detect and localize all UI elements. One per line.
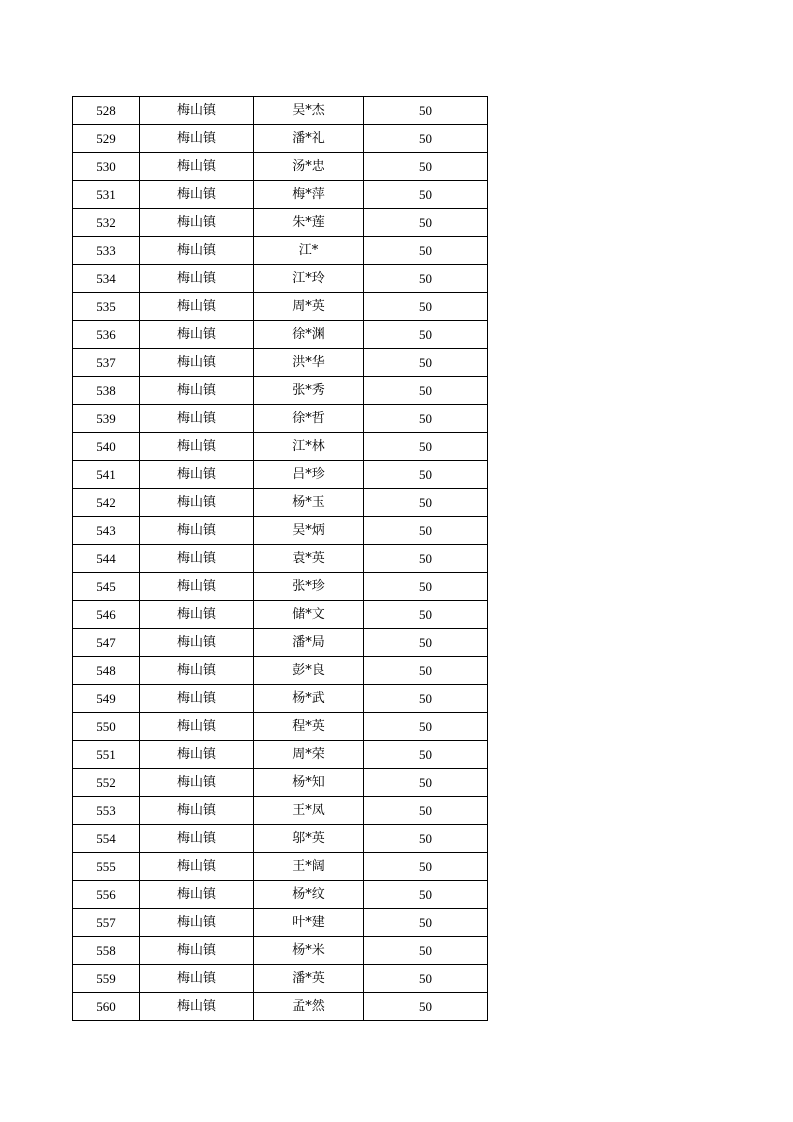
town-cell: 梅山镇 <box>140 377 254 405</box>
amount-cell: 50 <box>364 293 488 321</box>
town-cell: 梅山镇 <box>140 853 254 881</box>
row-number-cell: 544 <box>73 545 140 573</box>
row-number-cell: 530 <box>73 153 140 181</box>
town-cell: 梅山镇 <box>140 825 254 853</box>
row-number-cell: 538 <box>73 377 140 405</box>
row-number-cell: 557 <box>73 909 140 937</box>
table-row <box>73 405 488 433</box>
row-number-cell: 540 <box>73 433 140 461</box>
table-row <box>73 629 488 657</box>
amount-cell: 50 <box>364 489 488 517</box>
table-row <box>73 825 488 853</box>
town-cell: 梅山镇 <box>140 405 254 433</box>
table-row <box>73 209 488 237</box>
town-cell: 梅山镇 <box>140 153 254 181</box>
town-cell: 梅山镇 <box>140 489 254 517</box>
person-name-cell: 徐*渊 <box>254 321 364 349</box>
town-cell: 梅山镇 <box>140 97 254 125</box>
amount-cell: 50 <box>364 517 488 545</box>
amount-cell: 50 <box>364 349 488 377</box>
town-cell: 梅山镇 <box>140 713 254 741</box>
roster-table <box>72 96 488 1021</box>
person-name-cell: 周*英 <box>254 293 364 321</box>
table-row <box>73 517 488 545</box>
row-number-cell: 556 <box>73 881 140 909</box>
amount-cell: 50 <box>364 741 488 769</box>
person-name-cell: 江* <box>254 237 364 265</box>
row-number-cell: 537 <box>73 349 140 377</box>
amount-cell: 50 <box>364 937 488 965</box>
person-name-cell: 吴*杰 <box>254 97 364 125</box>
town-cell: 梅山镇 <box>140 125 254 153</box>
person-name-cell: 杨*纹 <box>254 881 364 909</box>
person-name-cell: 杨*玉 <box>254 489 364 517</box>
table-row <box>73 965 488 993</box>
town-cell: 梅山镇 <box>140 965 254 993</box>
person-name-cell: 杨*米 <box>254 937 364 965</box>
table-row <box>73 713 488 741</box>
amount-cell: 50 <box>364 265 488 293</box>
amount-cell: 50 <box>364 853 488 881</box>
table-row <box>73 937 488 965</box>
town-cell: 梅山镇 <box>140 769 254 797</box>
table-row <box>73 265 488 293</box>
person-name-cell: 江*玲 <box>254 265 364 293</box>
row-number-cell: 548 <box>73 657 140 685</box>
town-cell: 梅山镇 <box>140 993 254 1021</box>
town-cell: 梅山镇 <box>140 461 254 489</box>
table-row <box>73 685 488 713</box>
row-number-cell: 541 <box>73 461 140 489</box>
town-cell: 梅山镇 <box>140 181 254 209</box>
row-number-cell: 558 <box>73 937 140 965</box>
table-row <box>73 461 488 489</box>
row-number-cell: 535 <box>73 293 140 321</box>
table-row <box>73 545 488 573</box>
town-cell: 梅山镇 <box>140 741 254 769</box>
town-cell: 梅山镇 <box>140 881 254 909</box>
person-name-cell: 潘*局 <box>254 629 364 657</box>
person-name-cell: 吴*炳 <box>254 517 364 545</box>
table-row <box>73 125 488 153</box>
amount-cell: 50 <box>364 629 488 657</box>
amount-cell: 50 <box>364 657 488 685</box>
person-name-cell: 王*阔 <box>254 853 364 881</box>
town-cell: 梅山镇 <box>140 629 254 657</box>
row-number-cell: 549 <box>73 685 140 713</box>
person-name-cell: 洪*华 <box>254 349 364 377</box>
person-name-cell: 孟*然 <box>254 993 364 1021</box>
amount-cell: 50 <box>364 965 488 993</box>
town-cell: 梅山镇 <box>140 601 254 629</box>
amount-cell: 50 <box>364 153 488 181</box>
row-number-cell: 550 <box>73 713 140 741</box>
amount-cell: 50 <box>364 377 488 405</box>
row-number-cell: 539 <box>73 405 140 433</box>
town-cell: 梅山镇 <box>140 909 254 937</box>
amount-cell: 50 <box>364 993 488 1021</box>
table-row <box>73 909 488 937</box>
row-number-cell: 534 <box>73 265 140 293</box>
table-row <box>73 237 488 265</box>
table-row <box>73 853 488 881</box>
town-cell: 梅山镇 <box>140 433 254 461</box>
table-row <box>73 769 488 797</box>
person-name-cell: 汤*忠 <box>254 153 364 181</box>
row-number-cell: 528 <box>73 97 140 125</box>
roster-table-body <box>73 97 488 1021</box>
row-number-cell: 554 <box>73 825 140 853</box>
town-cell: 梅山镇 <box>140 685 254 713</box>
table-row <box>73 993 488 1021</box>
table-row <box>73 601 488 629</box>
person-name-cell: 储*文 <box>254 601 364 629</box>
person-name-cell: 梅*萍 <box>254 181 364 209</box>
amount-cell: 50 <box>364 573 488 601</box>
town-cell: 梅山镇 <box>140 209 254 237</box>
person-name-cell: 叶*建 <box>254 909 364 937</box>
town-cell: 梅山镇 <box>140 937 254 965</box>
person-name-cell: 周*荣 <box>254 741 364 769</box>
table-row <box>73 797 488 825</box>
row-number-cell: 536 <box>73 321 140 349</box>
amount-cell: 50 <box>364 321 488 349</box>
row-number-cell: 547 <box>73 629 140 657</box>
person-name-cell: 程*英 <box>254 713 364 741</box>
table-row <box>73 657 488 685</box>
row-number-cell: 529 <box>73 125 140 153</box>
person-name-cell: 徐*哲 <box>254 405 364 433</box>
row-number-cell: 553 <box>73 797 140 825</box>
person-name-cell: 王*凤 <box>254 797 364 825</box>
amount-cell: 50 <box>364 909 488 937</box>
town-cell: 梅山镇 <box>140 237 254 265</box>
amount-cell: 50 <box>364 461 488 489</box>
table-row <box>73 741 488 769</box>
person-name-cell: 朱*莲 <box>254 209 364 237</box>
table-row <box>73 97 488 125</box>
amount-cell: 50 <box>364 237 488 265</box>
amount-cell: 50 <box>364 797 488 825</box>
person-name-cell: 邬*英 <box>254 825 364 853</box>
row-number-cell: 555 <box>73 853 140 881</box>
row-number-cell: 543 <box>73 517 140 545</box>
row-number-cell: 552 <box>73 769 140 797</box>
person-name-cell: 潘*礼 <box>254 125 364 153</box>
person-name-cell: 张*珍 <box>254 573 364 601</box>
town-cell: 梅山镇 <box>140 321 254 349</box>
person-name-cell: 杨*知 <box>254 769 364 797</box>
amount-cell: 50 <box>364 433 488 461</box>
table-row <box>73 181 488 209</box>
row-number-cell: 560 <box>73 993 140 1021</box>
table-row <box>73 433 488 461</box>
person-name-cell: 张*秀 <box>254 377 364 405</box>
person-name-cell: 袁*英 <box>254 545 364 573</box>
person-name-cell: 吕*珍 <box>254 461 364 489</box>
amount-cell: 50 <box>364 545 488 573</box>
person-name-cell: 彭*良 <box>254 657 364 685</box>
table-row <box>73 321 488 349</box>
amount-cell: 50 <box>364 405 488 433</box>
amount-cell: 50 <box>364 97 488 125</box>
town-cell: 梅山镇 <box>140 265 254 293</box>
person-name-cell: 杨*武 <box>254 685 364 713</box>
table-row <box>73 573 488 601</box>
person-name-cell: 江*林 <box>254 433 364 461</box>
row-number-cell: 533 <box>73 237 140 265</box>
town-cell: 梅山镇 <box>140 293 254 321</box>
amount-cell: 50 <box>364 685 488 713</box>
amount-cell: 50 <box>364 881 488 909</box>
table-row <box>73 377 488 405</box>
amount-cell: 50 <box>364 713 488 741</box>
amount-cell: 50 <box>364 601 488 629</box>
table-row <box>73 293 488 321</box>
table-row <box>73 153 488 181</box>
town-cell: 梅山镇 <box>140 517 254 545</box>
amount-cell: 50 <box>364 769 488 797</box>
town-cell: 梅山镇 <box>140 545 254 573</box>
amount-cell: 50 <box>364 181 488 209</box>
row-number-cell: 559 <box>73 965 140 993</box>
row-number-cell: 532 <box>73 209 140 237</box>
table-row <box>73 881 488 909</box>
person-name-cell: 潘*英 <box>254 965 364 993</box>
table-row <box>73 349 488 377</box>
town-cell: 梅山镇 <box>140 657 254 685</box>
row-number-cell: 551 <box>73 741 140 769</box>
row-number-cell: 531 <box>73 181 140 209</box>
amount-cell: 50 <box>364 125 488 153</box>
town-cell: 梅山镇 <box>140 797 254 825</box>
row-number-cell: 545 <box>73 573 140 601</box>
town-cell: 梅山镇 <box>140 573 254 601</box>
amount-cell: 50 <box>364 825 488 853</box>
row-number-cell: 542 <box>73 489 140 517</box>
town-cell: 梅山镇 <box>140 349 254 377</box>
amount-cell: 50 <box>364 209 488 237</box>
table-row <box>73 489 488 517</box>
row-number-cell: 546 <box>73 601 140 629</box>
